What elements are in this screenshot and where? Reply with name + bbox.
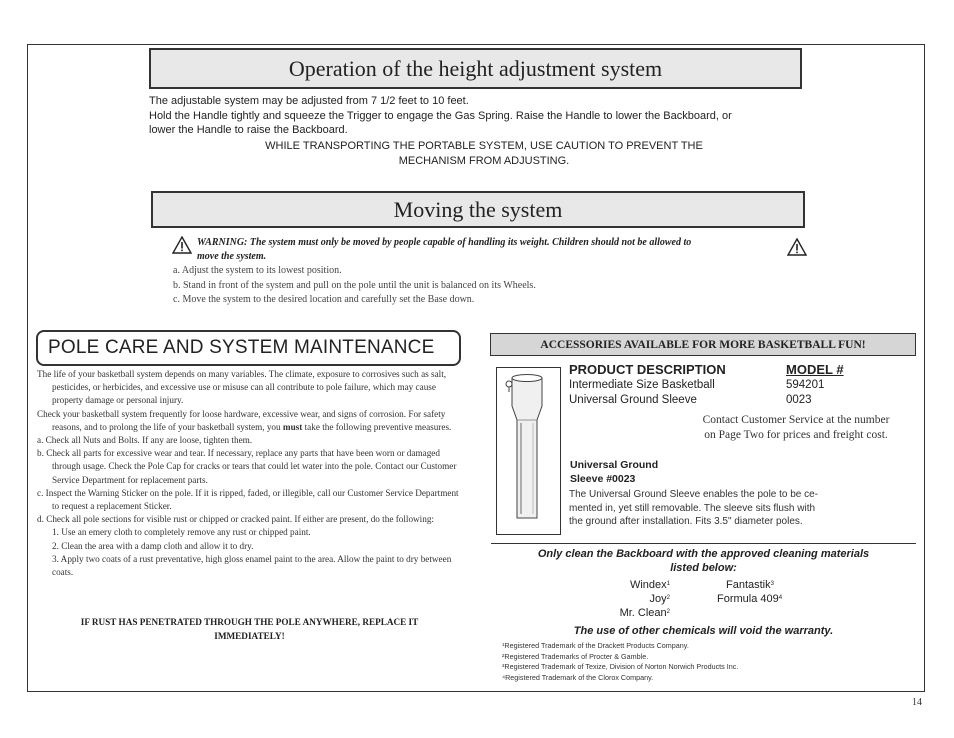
accessory-row-1-desc: Intermediate Size Basketball: [569, 379, 715, 391]
sleeve-title: [570, 458, 658, 486]
footnote-ref-4: 4: [778, 595, 783, 601]
moving-step-b: b. Stand in front of the system and pull on the pole until the unit is balanced on its Wheels.: [173, 279, 536, 291]
maintenance-item-d: d. Check all pole sections for visible rust or chipped or cracked paint. If either are present, do the following:: [37, 514, 434, 525]
footnote-1: ¹Registered Trademark of the Drackett Products Company.: [502, 641, 689, 650]
rust-warning: [37, 616, 462, 643]
accessory-row-1-model: 594201: [786, 379, 825, 391]
cleaner-windex: [560, 578, 670, 592]
moving-section-title: Moving the system: [151, 191, 805, 228]
cleaner-fantastik-name: Fantastik: [726, 579, 771, 591]
height-instructions: [149, 94, 819, 138]
caution-line-1: WHILE TRANSPORTING THE PORTABLE SYSTEM, USE CAUTION TO PREVENT THE: [265, 140, 703, 152]
accessory-row-2-desc: Universal Ground Sleeve: [569, 394, 697, 406]
footnote-ref-3: 3: [770, 581, 774, 587]
warranty-note: The use of other chemicals will void the warranty.: [573, 625, 834, 637]
transport-caution: [149, 139, 819, 168]
sleeve-desc-line-2: mented in, yet still removable. The sleeve sits flush with: [569, 502, 816, 514]
col-header-model: MODEL #: [786, 362, 844, 377]
cleaning-heading-line-1: Only clean the Backboard with the approved cleaning materials: [537, 548, 870, 560]
height-line-2: Hold the Handle tightly and squeeze the Trigger to engage the Gas Spring. Raise the Handle to lower the Backboard, or: [149, 109, 732, 122]
page-number: 14: [912, 697, 922, 708]
moving-steps: [173, 264, 793, 308]
maintenance-item-c: c. Inspect the Warning Sticker on the pole. If it is ripped, faded, or illegible, call our Customer Service Department to request a replacement Sticker.: [37, 487, 459, 512]
footnote-2: ²Registered Trademarks of Procter & Gamble.: [502, 651, 649, 661]
cleaners-right-column: [717, 578, 782, 606]
maintenance-sub-1: 1. Use an emery cloth to completely remove any rust or chipped paint.: [52, 527, 311, 538]
accessories-banner: ACCESSORIES AVAILABLE FOR MORE BASKETBALL FUN!: [490, 333, 916, 356]
pole-care-body: [37, 368, 462, 579]
height-line-3: lower the Handle to raise the Backboard.: [149, 124, 348, 136]
contact-line-2: on Page Two for prices and freight cost.: [704, 428, 888, 441]
rust-warning-line-1: IF RUST HAS PENETRATED THROUGH THE POLE ANYWHERE, REPLACE IT: [80, 617, 419, 627]
accessory-row-2-model: 0023: [786, 394, 812, 406]
caution-line-2: MECHANISM FROM ADJUSTING.: [398, 154, 570, 167]
moving-step-a: a. Adjust the system to its lowest position.: [173, 265, 342, 276]
check-text-post: take the following preventive measures.: [302, 421, 452, 432]
cleaner-mrclean: [560, 606, 670, 620]
warning-triangle-icon-right: [787, 238, 807, 256]
sleeve-desc-line-1: The Universal Ground Sleeve enables the pole to be ce-: [569, 489, 819, 500]
maintenance-sub-2: 2. Clean the area with a damp cloth and allow it to dry.: [52, 540, 254, 551]
col-header-description: PRODUCT DESCRIPTION: [569, 362, 726, 377]
sleeve-description: [569, 488, 818, 529]
warning-line-2: move the system.: [197, 251, 267, 262]
cleaning-divider: [491, 543, 916, 544]
sleeve-title-line-1: Universal Ground: [570, 459, 659, 471]
pole-check: [37, 408, 462, 434]
cleaner-windex-name: Windex: [629, 579, 667, 591]
pole-care-title: POLE CARE AND SYSTEM MAINTENANCE: [36, 330, 461, 366]
warning-triangle-icon-left: [172, 236, 192, 254]
cleaner-formula409: [717, 592, 782, 606]
cleaner-joy-name: Joy: [649, 593, 667, 605]
maintenance-item-a: a. Check all Nuts and Bolts. If any are loose, tighten them.: [37, 435, 253, 446]
cleaners-left-column: [560, 578, 670, 620]
ground-sleeve-image: [496, 367, 561, 535]
footnote-3: ³Registered Trademark of Texize, Division of Norton Norwich Products Inc.: [502, 662, 739, 671]
sleeve-desc-line-3: the ground after installation. Fits 3.5" diameter poles.: [569, 516, 803, 527]
check-text-pre: Check your basketball system frequently for loose hardware, excessive wear, and signs of corrosion. For safety reasons, and to prolong the life of your basketball system, you: [37, 408, 446, 432]
cleaner-joy: [560, 592, 670, 606]
height-section-title: Operation of the height adjustment system: [149, 48, 802, 89]
cleaner-mrclean-name: Mr. Clean: [619, 607, 667, 619]
sleeve-title-line-2: Sleeve #0023: [570, 473, 636, 485]
cleaner-formula409-name: Formula 409: [717, 593, 779, 605]
maintenance-item-b: b. Check all parts for excessive wear and tear. If necessary, replace any parts that have been worn or damaged through usage. Check the Pole Cap for cracks or tears that could let water into the pole. Contact our Customer Service Department for replacement parts.: [37, 448, 457, 485]
height-line-1: The adjustable system may be adjusted from 7 1/2 feet to 10 feet.: [149, 95, 469, 107]
contact-note: [668, 413, 924, 442]
moving-warning: [197, 236, 787, 264]
footnote-4: ⁴Registered Trademark of the Clorox Company.: [502, 672, 654, 682]
moving-step-c: c. Move the system to the desired location and carefully set the Base down.: [173, 294, 475, 305]
warning-line-1: WARNING: The system must only be moved by people capable of handling its weight. Children should not be allowed to: [197, 237, 692, 248]
cleaning-heading: [491, 548, 916, 575]
footnote-ref-2b: 2: [666, 609, 670, 615]
contact-line-1: Contact Customer Service at the number: [702, 414, 890, 426]
rust-warning-line-2: IMMEDIATELY!: [214, 630, 285, 641]
footnote-ref-1: 1: [666, 581, 670, 587]
footnote-ref-2: 2: [666, 595, 670, 601]
pole-intro: The life of your basketball system depends on many variables. The climate, exposure to corrosives such as salt, pesticides, or herbicides, and excessive use or misuse can all contribute to pole failure, which may cause property damage or personal injury.: [37, 369, 447, 406]
cleaner-fantastik: [717, 578, 782, 592]
ground-sleeve-drawing: [497, 368, 559, 533]
maintenance-sub-3: 3. Apply two coats of a rust preventative, high gloss enamel paint to the area. Allow the paint to dry between coats.: [52, 553, 452, 578]
trademark-footnotes: [502, 641, 902, 683]
cleaning-heading-line-2: listed below:: [670, 561, 737, 574]
check-text-must: must: [282, 421, 303, 432]
